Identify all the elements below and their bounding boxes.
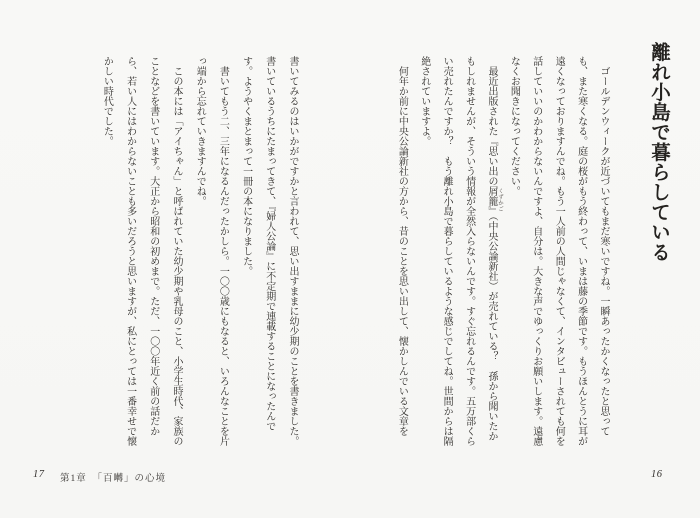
paragraph: 何年か前に中央公論新社の方から、昔のことを思い出して、懐かしんでいる文章を bbox=[396, 66, 408, 436]
page-number-left: 17 bbox=[33, 469, 45, 480]
furigana-kuzukago: くずかご bbox=[497, 188, 503, 212]
paragraph: 書いてもう二、三年になるんだったかしら。一〇〇歳にもなると、いろんなことを片っ端から忘れていきますんでね。 bbox=[194, 56, 229, 446]
left-page-body bbox=[92, 56, 304, 448]
right-page-body bbox=[388, 56, 614, 448]
page-number-right: 16 bbox=[651, 469, 663, 480]
paragraph: ゴールデンウィークが近づいてもまだ寒いですね。一瞬あったかくなったと思っても、また寒くなる。庭の桜がもう終わって、いまは藤の季節です。もうほんとうに耳が遠くなっておりますんでね。もう一人前の人間じゃなくて、インタビューされても何を話していいのかわからないんですよ、自分は。大きな声でゆっくりお願いします。遠慮なくお聞きになってください。 bbox=[508, 56, 609, 446]
chapter-title: 離れ小島で暮らしている bbox=[648, 42, 669, 262]
paragraph: 最近出版された『思い出の屑籠』（中央公論新社）が売れている？ 孫から聞いたかもしれませんが、そういう情報が全然入らないんです。すぐ忘れるんです。五万部くらい売れたんですか？ もう離れ小島で暮らしているような感じでしてね。世間からは隔絶されていますよ。 bbox=[418, 56, 497, 446]
paragraph: この本には「アイちゃん」と呼ばれていた幼少期や乳母のこと、小学生時代、家族のことなどを書いています。大正から昭和の初めまで。ただ、一〇〇年近く前の話だから、若い人にはわからないことも多いだろうと思いますが、私にとっては一番幸せで懐かしい時代でした。 bbox=[101, 56, 182, 446]
chapter-footer: 第1章 「百囀」の心境 bbox=[60, 474, 167, 484]
paragraph: 書いてみるのはいかがですかと言われて、思い出すままに幼少期のことを書きました。書いているうちにたまってきて、『婦人公論』に不定期で連載することになったんです。ようやくまとまって一冊の本になりました。 bbox=[240, 56, 298, 446]
